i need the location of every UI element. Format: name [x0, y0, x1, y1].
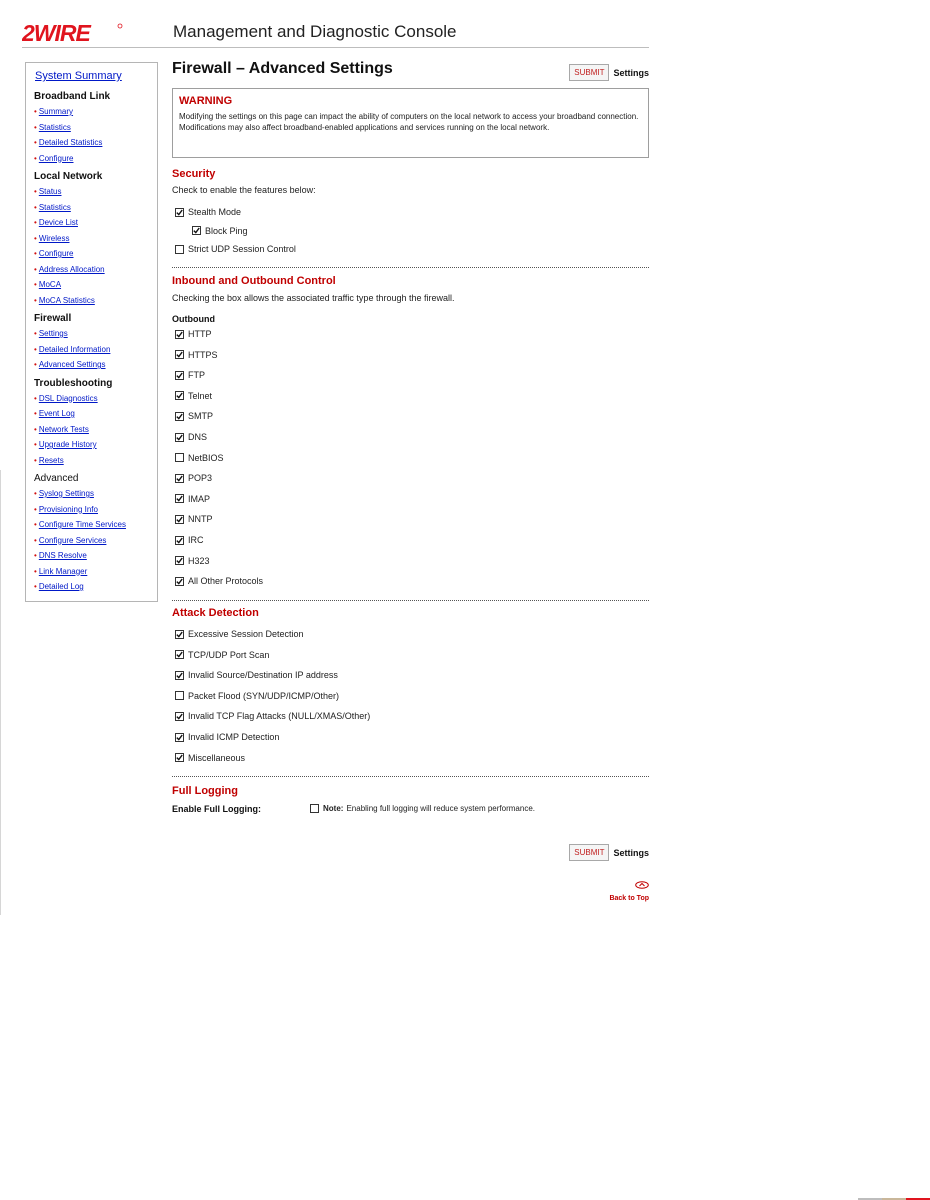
section-divider — [172, 267, 649, 268]
bullet-icon: • — [34, 582, 37, 591]
checkbox-dns[interactable] — [175, 433, 184, 442]
sidebar-item-detailed-information[interactable] — [34, 342, 157, 358]
sidebar-item-resets[interactable] — [34, 453, 157, 469]
checkbox-stealth-mode[interactable] — [175, 208, 184, 217]
checkbox-label: Block Ping — [205, 225, 248, 236]
bullet-icon: • — [34, 295, 37, 305]
bullet-icon: • — [34, 107, 37, 116]
warning-text: Modifying the settings on this page can impact the ability of computers on the local network to access your broadband connection. Modifications may also affect broadband-enabled applications and services running on the local network. — [179, 112, 639, 132]
bullet-icon: • — [34, 153, 37, 163]
checkbox-label: POP3 — [188, 473, 213, 484]
sidebar-item-configure-time-services[interactable] — [34, 517, 157, 533]
bullet-icon: • — [34, 393, 37, 403]
sidebar-link[interactable]: Detailed Information — [38, 344, 111, 354]
bullet-icon: • — [34, 551, 37, 560]
submit-row-top — [569, 64, 649, 81]
sidebar-nav — [25, 62, 158, 602]
sidebar-group-broadband-link — [34, 90, 157, 166]
sidebar-item-status[interactable] — [34, 184, 157, 200]
checkbox-row-block-ping — [192, 226, 248, 236]
sidebar-item-link-manager[interactable] — [34, 564, 157, 580]
bullet-icon: • — [34, 329, 37, 338]
checkbox-nntp[interactable] — [175, 515, 184, 524]
checkbox-label: Excessive Session Detection — [188, 629, 304, 639]
sidebar-link[interactable]: Device List — [38, 218, 78, 227]
checkbox-row-https — [175, 350, 218, 360]
sidebar-item-configure[interactable] — [34, 151, 157, 167]
checkbox-invalid-source-destination-ip-address[interactable] — [175, 671, 184, 680]
sidebar-item-dns-resolve[interactable] — [34, 548, 157, 564]
checkbox-packet-flood-syn-udp-icmp-other[interactable] — [175, 691, 184, 700]
full-logging-checkbox[interactable] — [310, 804, 319, 813]
sidebar-link[interactable]: Advanced Settings — [38, 360, 106, 369]
bullet-icon: • — [34, 202, 37, 212]
sidebar-group-local-network — [34, 170, 157, 308]
2wire-logo — [22, 22, 124, 44]
checkbox-label: Strict UDP Session Control — [188, 244, 296, 254]
sidebar-group-heading: Advanced — [34, 473, 79, 484]
warning-title: WARNING — [179, 95, 233, 107]
checkbox-row-stealth-mode — [175, 207, 241, 217]
bullet-icon: • — [34, 520, 37, 529]
inbound-outbound-description: Checking the box allows the associated traffic type through the firewall. — [172, 293, 455, 303]
sidebar-group-heading: Firewall — [34, 313, 72, 324]
sidebar-link[interactable]: MoCA — [38, 280, 62, 289]
checkbox-netbios[interactable] — [175, 453, 184, 462]
checkbox-row-http — [175, 329, 212, 339]
left-edge-divider — [0, 470, 1, 915]
checkbox-row-invalid-tcp-flag-attacks-null-xmas-other — [175, 711, 370, 721]
logo-text: 2WIRE — [22, 22, 90, 44]
sidebar-item-detailed-statistics[interactable] — [34, 135, 157, 151]
sidebar-link[interactable]: Syslog Settings — [38, 489, 94, 498]
sidebar-item-device-list[interactable] — [34, 215, 157, 231]
bullet-icon: • — [34, 280, 37, 289]
checkbox-tcp-udp-port-scan[interactable] — [175, 650, 184, 659]
sidebar-link-system-summary[interactable]: System Summary — [35, 70, 122, 82]
checkbox-all-other-protocols[interactable] — [175, 577, 184, 586]
header-divider — [22, 47, 649, 48]
checkbox-label: FTP — [188, 370, 205, 381]
checkbox-label: HTTPS — [188, 349, 218, 360]
sidebar-link[interactable]: Status — [38, 187, 62, 196]
section-divider — [172, 776, 649, 777]
checkbox-row-telnet — [175, 391, 212, 401]
sidebar-item-moca[interactable] — [34, 277, 157, 293]
sidebar-group-troubleshooting — [34, 377, 157, 469]
full-logging-label: Enable Full Logging: — [172, 804, 261, 814]
sidebar-item-statistics[interactable] — [34, 200, 157, 216]
checkbox-imap[interactable] — [175, 494, 184, 503]
sidebar-link[interactable]: Resets — [38, 455, 64, 465]
sidebar-link[interactable]: MoCA Statistics — [38, 295, 95, 305]
checkbox-invalid-icmp-detection[interactable] — [175, 733, 184, 742]
checkbox-row-dns — [175, 432, 207, 442]
checkbox-label: DNS — [188, 432, 208, 442]
sidebar-link[interactable]: Address Allocation — [38, 264, 105, 274]
sidebar-groups — [34, 90, 157, 595]
sidebar-link[interactable]: Network Tests — [38, 424, 89, 434]
bullet-icon: • — [34, 424, 37, 434]
outbound-heading: Outbound — [172, 314, 215, 324]
bullet-icon: • — [34, 360, 37, 369]
checkbox-smtp[interactable] — [175, 412, 184, 421]
checkbox-ftp[interactable] — [175, 371, 184, 380]
bullet-icon: • — [34, 233, 37, 243]
checkbox-row-netbios — [175, 453, 224, 463]
section-title-full-logging: Full Logging — [172, 785, 238, 797]
checkbox-row-h323 — [175, 556, 210, 566]
sidebar-link[interactable]: Provisioning Info — [38, 504, 98, 514]
checkbox-https[interactable] — [175, 350, 184, 359]
checkbox-http[interactable] — [175, 330, 184, 339]
sidebar-link[interactable]: Statistics — [38, 202, 71, 212]
bullet-icon: • — [34, 344, 37, 354]
submit-settings-label: Settings — [613, 67, 649, 78]
submit-button-bottom[interactable]: SUBMIT — [569, 844, 609, 861]
bullet-icon: • — [34, 440, 37, 449]
checkbox-label: Packet Flood (SYN/UDP/ICMP/Other) — [188, 690, 340, 701]
checkbox-label: SMTP — [188, 411, 214, 422]
sidebar-group-firewall — [34, 312, 157, 373]
checkbox-row-smtp — [175, 411, 213, 421]
sidebar-item-wireless[interactable] — [34, 231, 157, 247]
warning-box — [172, 88, 649, 158]
sidebar-item-address-allocation[interactable] — [34, 262, 157, 278]
sidebar-link[interactable]: Configure Time Services — [38, 520, 126, 529]
checkbox-row-invalid-icmp-detection — [175, 732, 279, 742]
sidebar-link[interactable]: Configure — [38, 153, 74, 163]
checkbox-row-imap — [175, 494, 210, 504]
security-description: Check to enable the features below: — [172, 185, 316, 195]
sidebar-item-network-tests[interactable] — [34, 422, 157, 438]
bullet-icon: • — [34, 218, 37, 227]
checkbox-h323[interactable] — [175, 556, 184, 565]
full-logging-note-label: Note: — [323, 804, 344, 813]
sidebar-item-detailed-log[interactable] — [34, 579, 157, 595]
checkbox-row-invalid-source-destination-ip-address — [175, 670, 338, 680]
sidebar-group-advanced — [34, 472, 157, 595]
section-title-attack-detection: Attack Detection — [172, 607, 259, 619]
checkbox-row-pop3 — [175, 473, 212, 483]
sidebar-item-statistics[interactable] — [34, 120, 157, 136]
checkbox-telnet[interactable] — [175, 391, 184, 400]
sidebar-group-heading: Local Network — [34, 171, 103, 182]
back-to-top-label: Back to Top — [609, 895, 649, 902]
bullet-icon: • — [34, 566, 37, 576]
bullet-icon: • — [34, 455, 37, 465]
back-to-top-icon — [635, 881, 649, 889]
checkbox-label: All Other Protocols — [188, 576, 264, 587]
sidebar-group-heading: Broadband Link — [34, 91, 111, 102]
sidebar-item-provisioning-info[interactable] — [34, 502, 157, 518]
bullet-icon: • — [34, 249, 37, 258]
sidebar-link[interactable]: Detailed Statistics — [38, 138, 103, 147]
bullet-icon: • — [34, 122, 37, 132]
sidebar-link[interactable]: Detailed Log — [38, 582, 84, 591]
checkbox-label: TCP/UDP Port Scan — [188, 649, 270, 660]
checkbox-row-excessive-session-detection — [175, 629, 304, 639]
checkbox-strict-udp-session-control[interactable] — [175, 245, 184, 254]
sidebar-item-configure-services[interactable] — [34, 533, 157, 549]
sidebar-item-syslog-settings[interactable] — [34, 486, 157, 502]
checkbox-block-ping[interactable] — [192, 226, 201, 235]
checkbox-label: IMAP — [188, 493, 211, 504]
sidebar-item-configure[interactable] — [34, 246, 157, 262]
checkbox-label: Invalid Source/Destination IP address — [188, 670, 338, 681]
sidebar-item-advanced-settings[interactable] — [34, 357, 157, 373]
section-title-inbound-outbound: Inbound and Outbound Control — [172, 275, 336, 287]
sidebar-link[interactable]: Settings — [38, 329, 68, 338]
sidebar-link[interactable]: Upgrade History — [38, 440, 97, 449]
sidebar-item-summary[interactable] — [34, 104, 157, 120]
checkbox-invalid-tcp-flag-attacks-null-xmas-other[interactable] — [175, 712, 184, 721]
sidebar-link[interactable]: Link Manager — [38, 566, 88, 576]
sidebar-link[interactable]: Configure Services — [38, 535, 107, 545]
sidebar-link[interactable]: Statistics — [38, 122, 71, 132]
checkbox-label: Telnet — [188, 390, 213, 401]
sidebar-link[interactable]: Configure — [38, 249, 74, 258]
checkbox-label: NetBIOS — [188, 452, 224, 463]
bullet-icon: • — [34, 138, 37, 147]
submit-button-top[interactable]: SUBMIT — [569, 64, 609, 81]
sidebar-item-dsl-diagnostics[interactable] — [34, 391, 157, 407]
sidebar-link[interactable]: DNS Resolve — [38, 551, 87, 560]
checkbox-excessive-session-detection[interactable] — [175, 630, 184, 639]
checkbox-row-irc — [175, 535, 204, 545]
checkbox-row-miscellaneous — [175, 753, 245, 763]
checkbox-row-tcp-udp-port-scan — [175, 650, 269, 660]
sidebar-link[interactable]: Wireless — [38, 233, 70, 243]
bullet-icon: • — [34, 535, 37, 545]
app-title: Management and Diagnostic Console — [173, 22, 457, 41]
checkbox-label: IRC — [188, 535, 204, 545]
page-title: Firewall – Advanced Settings — [172, 60, 393, 77]
sidebar-group-heading: Troubleshooting — [34, 377, 113, 389]
sidebar-item-moca-statistics[interactable] — [34, 293, 157, 309]
checkbox-label: NNTP — [188, 514, 213, 525]
submit-row-bottom — [569, 844, 649, 861]
checkbox-label: Stealth Mode — [188, 207, 242, 217]
bullet-icon: • — [34, 187, 37, 196]
checkbox-pop3[interactable] — [175, 474, 184, 483]
bullet-icon: • — [34, 489, 37, 498]
checkbox-miscellaneous[interactable] — [175, 753, 184, 762]
sidebar-link[interactable]: Event Log — [38, 409, 75, 418]
bullet-icon: • — [34, 409, 37, 418]
checkbox-row-ftp — [175, 370, 205, 380]
sidebar-item-settings[interactable] — [34, 326, 157, 342]
checkbox-label: H323 — [188, 555, 210, 566]
full-logging-note-text: Enabling full logging will reduce system performance. — [346, 804, 535, 813]
checkbox-row-strict-udp-session-control — [175, 244, 296, 254]
checkbox-label: Invalid TCP Flag Attacks (NULL/XMAS/Other) — [188, 711, 371, 722]
sidebar-link[interactable]: DSL Diagnostics — [38, 393, 98, 403]
bullet-icon: • — [34, 264, 37, 274]
section-divider — [172, 600, 649, 601]
checkbox-label: Miscellaneous — [188, 752, 246, 763]
section-title-security: Security — [172, 168, 216, 180]
back-to-top-link[interactable] — [609, 876, 649, 902]
checkbox-row-nntp — [175, 514, 213, 524]
checkbox-label: HTTP — [188, 329, 212, 339]
checkbox-label: Invalid ICMP Detection — [188, 732, 280, 742]
bullet-icon: • — [34, 504, 37, 514]
submit-settings-label: Settings — [613, 847, 649, 858]
checkbox-row-packet-flood-syn-udp-icmp-other — [175, 691, 339, 701]
sidebar-link[interactable]: Summary — [38, 107, 74, 116]
full-logging-row — [310, 804, 535, 813]
checkbox-irc[interactable] — [175, 536, 184, 545]
sidebar-item-upgrade-history[interactable] — [34, 437, 157, 453]
checkbox-row-all-other-protocols — [175, 576, 263, 586]
sidebar-item-event-log[interactable] — [34, 406, 157, 422]
